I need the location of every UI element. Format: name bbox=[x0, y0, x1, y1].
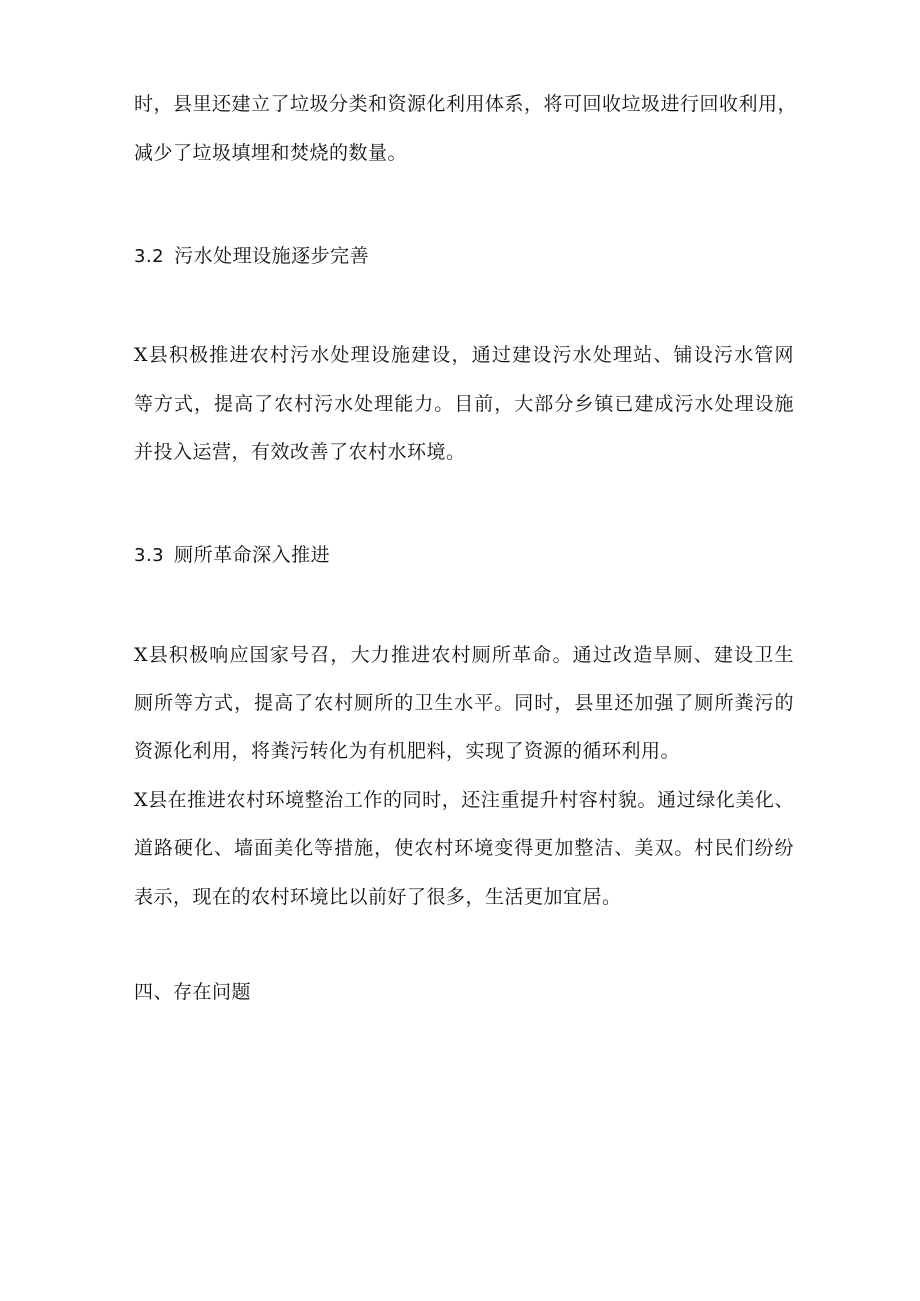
paragraph-line: X县积极推进农村污水处理设施建设，通过建设污水处理站、铺设污水管网 bbox=[134, 344, 794, 366]
paragraph-line: 等方式，提高了农村污水处理能力。目前，大部分乡镇已建成污水处理设施 bbox=[134, 393, 794, 415]
paragraph-line: 表示，现在的农村环境比以前好了很多，生活更加宜居。 bbox=[134, 886, 622, 908]
paragraph-line: 时，县里还建立了垃圾分类和资源化利用体系，将可回收垃圾进行回收利用， bbox=[134, 93, 798, 115]
paragraph-line: 厕所等方式，提高了农村厕所的卫生水平。同时，县里还加强了厕所粪污的 bbox=[134, 692, 794, 714]
paragraph-line: X县积极响应国家号召，大力推进农村厕所革命。通过改造旱厕、建设卫生 bbox=[134, 644, 794, 666]
paragraph-line: X县在推进农村环境整治工作的同时，还注重提升村容村貌。通过绿化美化、 bbox=[134, 789, 794, 811]
section-heading-4: 四、存在问题 bbox=[134, 981, 252, 1003]
paragraph-line: 资源化利用，将粪污转化为有机肥料，实现了资源的循环利用。 bbox=[134, 740, 681, 762]
section-title: 污水处理设施逐步完善 bbox=[174, 245, 370, 267]
section-heading-3-3 bbox=[134, 543, 794, 568]
paragraph-line: 减少了垃圾填埋和焚烧的数量。 bbox=[134, 142, 408, 164]
section-number: 3.3 bbox=[134, 545, 165, 566]
section-title: 厕所革命深入推进 bbox=[174, 544, 331, 566]
paragraph-line: 并投入运营，有效改善了农村水环境。 bbox=[134, 441, 466, 463]
paragraph-line: 道路硬化、墙面美化等措施，使农村环境变得更加整洁、美双。村民们纷纷 bbox=[134, 837, 794, 859]
section-number: 3.2 bbox=[134, 246, 165, 267]
section-heading-3-2 bbox=[134, 244, 794, 269]
